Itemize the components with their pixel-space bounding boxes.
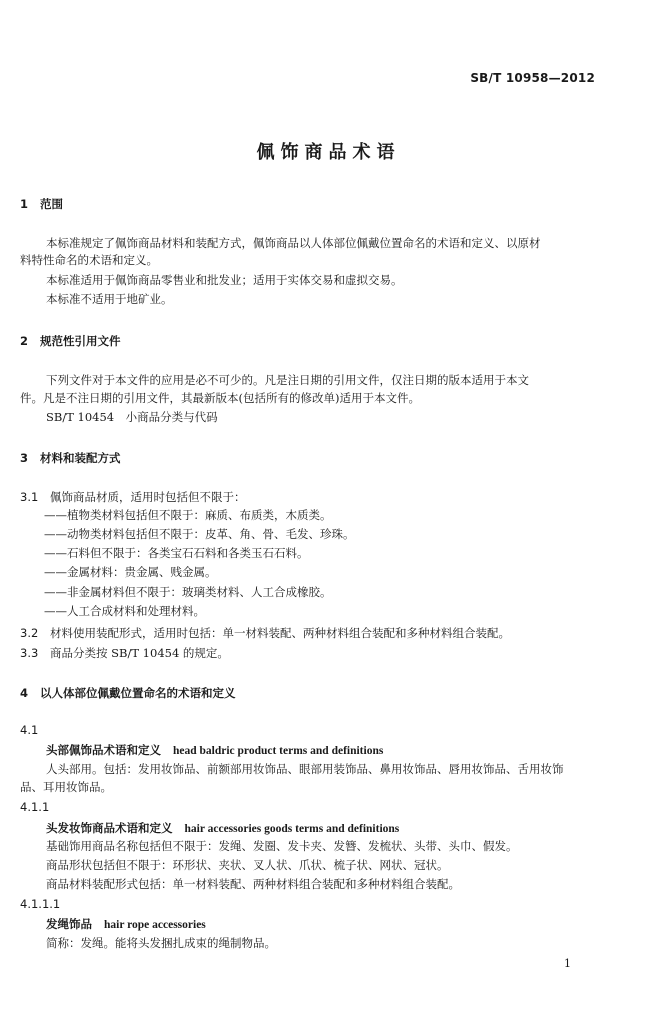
definition: 基础饰用商品名称包括但不限于：发绳、发圈、发卡夹、发簪、发梳状、头带、头巾、假发。 bbox=[46, 839, 518, 853]
clause-text: 材料使用装配形式，适用时包括：单一材料装配、两种材料组合装配和多种材料组合装配。 bbox=[50, 626, 510, 640]
list-item: ——植物类材料包括但不限于：麻质、布质类，木质类。 bbox=[44, 508, 332, 522]
clause-4-1-1 bbox=[20, 800, 50, 814]
clause-number: 4.1 bbox=[20, 723, 39, 737]
section-title: 材料和装配方式 bbox=[40, 451, 121, 465]
paragraph: 本标准不适用于地矿业。 bbox=[46, 292, 173, 306]
section-number: 3 bbox=[20, 451, 29, 465]
clause-number: 4.1.1.1 bbox=[20, 897, 61, 911]
standard-number: SB/T 10958—2012 bbox=[470, 71, 595, 85]
section-2-heading bbox=[20, 333, 121, 349]
section-title: 范围 bbox=[40, 197, 63, 211]
section-title: 规范性引用文件 bbox=[40, 334, 121, 348]
term-heading bbox=[46, 916, 206, 932]
section-number: 4 bbox=[20, 686, 29, 700]
clause-3-1 bbox=[20, 489, 246, 505]
term-cn: 头部佩饰品术语和定义 bbox=[46, 743, 161, 757]
clause-3-3 bbox=[20, 645, 229, 661]
section-4-heading bbox=[20, 685, 236, 701]
section-title: 以人体部位佩戴位置命名的术语和定义 bbox=[40, 686, 236, 700]
term-en: hair rope accessories bbox=[104, 919, 206, 931]
clause-number: 3.1 bbox=[20, 490, 39, 504]
page-number: 1 bbox=[564, 957, 571, 970]
clause-4-1-1-1 bbox=[20, 897, 61, 911]
clause-number: 3.3 bbox=[20, 646, 39, 660]
definition: 商品形状包括但不限于：环形状、夹状、叉人状、爪状、梳子状、网状、冠状。 bbox=[46, 858, 449, 872]
section-3-heading bbox=[20, 450, 121, 466]
section-number: 2 bbox=[20, 334, 29, 348]
term-cn: 发绳饰品 bbox=[46, 917, 92, 931]
definition: 商品材料装配形式包括：单一材料装配、两种材料组合装配和多种材料组合装配。 bbox=[46, 877, 460, 891]
list-item: ——非金属材料但不限于：玻璃类材料、人工合成橡胶。 bbox=[44, 585, 332, 599]
page-title: 佩饰商品术语 bbox=[256, 142, 401, 163]
term-en: head baldric product terms and definitions bbox=[173, 745, 384, 757]
clause-text: 佩饰商品材质，适用时包括但不限于： bbox=[50, 490, 246, 504]
clause-number: 3.2 bbox=[20, 626, 39, 640]
paragraph: 本标准规定了佩饰商品材料和装配方式，佩饰商品以人体部位佩戴位置命名的术语和定义、以原材 bbox=[46, 236, 541, 250]
paragraph: 料特性命名的术语和定义。 bbox=[20, 253, 158, 267]
list-item: ——人工合成材料和处理材料。 bbox=[44, 604, 205, 618]
section-1-heading bbox=[20, 196, 63, 212]
list-item: ——动物类材料包括但不限于：皮革、角、骨、毛发、珍珠。 bbox=[44, 527, 355, 541]
definition: 简称：发绳。能将头发捆扎成束的绳制物品。 bbox=[46, 936, 276, 950]
clause-3-2 bbox=[20, 625, 510, 641]
list-item: ——石料但不限于：各类宝石石料和各类玉石石料。 bbox=[44, 546, 309, 560]
clause-4-1 bbox=[20, 723, 50, 737]
paragraph: 本标准适用于佩饰商品零售业和批发业；适用于实体交易和虚拟交易。 bbox=[46, 273, 403, 287]
definition: 人头部用。包括：发用妆饰品、前额部用妆饰品、眼部用装饰品、鼻用妆饰品、唇用妆饰品、舌用妆饰 bbox=[46, 762, 564, 776]
clause-text: 商品分类按 SB/T 10454 的规定。 bbox=[50, 646, 229, 660]
list-item: ——金属材料：贵金属、贱金属。 bbox=[44, 565, 217, 579]
term-heading bbox=[46, 820, 399, 836]
term-en: hair accessories goods terms and definitions bbox=[184, 823, 400, 835]
section-number: 1 bbox=[20, 197, 29, 211]
paragraph: 下列文件对于本文件的应用是必不可少的。凡是注日期的引用文件，仅注日期的版本适用于本文 bbox=[46, 373, 529, 387]
reference-item: SB/T 10454 小商品分类与代码 bbox=[46, 410, 218, 424]
term-cn: 头发妆饰商品术语和定义 bbox=[46, 821, 173, 835]
clause-number: 4.1.1 bbox=[20, 800, 50, 814]
term-heading bbox=[46, 742, 383, 758]
definition: 品、耳用妆饰品。 bbox=[20, 780, 112, 794]
paragraph: 件。凡是不注日期的引用文件，其最新版本(包括所有的修改单)适用于本文件。 bbox=[20, 391, 420, 405]
